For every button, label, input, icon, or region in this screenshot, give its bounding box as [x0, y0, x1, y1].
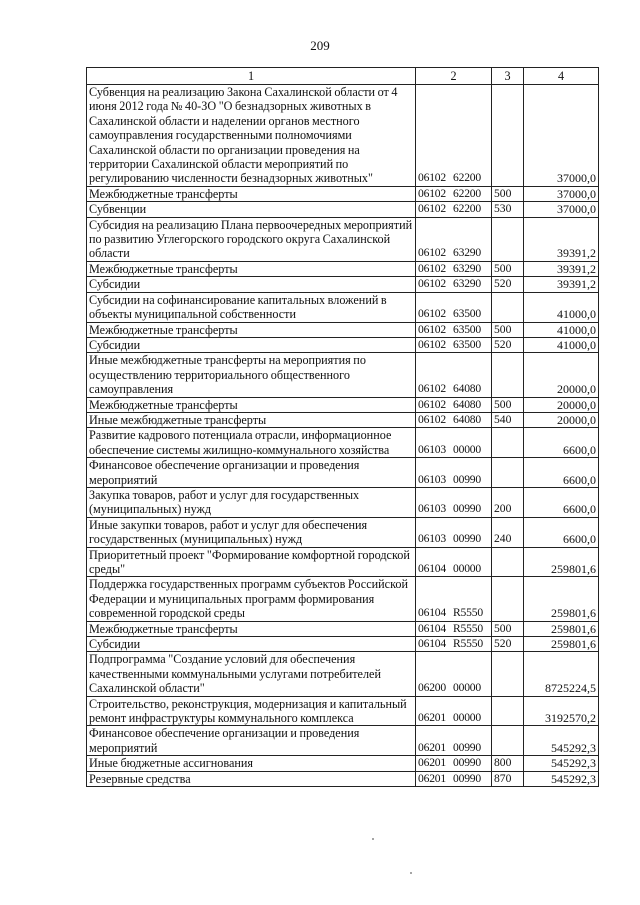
table-row: [87, 696, 599, 726]
program-code: 06102: [418, 337, 446, 351]
table-row: [87, 261, 599, 276]
row-sum-cell: 20000,0: [524, 353, 599, 397]
row-code-cell: [416, 621, 492, 636]
row-type-cell: 500: [492, 621, 524, 636]
row-sum-cell: 6600,0: [524, 487, 599, 517]
program-code: 06104: [418, 621, 446, 635]
row-sum-cell: 6600,0: [524, 428, 599, 458]
table-row: [87, 412, 599, 427]
row-code-cell: [416, 428, 492, 458]
row-name-cell: Субсидии: [87, 337, 416, 352]
row-type-cell: 200: [492, 487, 524, 517]
program-code: 06104: [418, 606, 446, 620]
direction-code: R5550: [453, 637, 483, 651]
table-row: [87, 458, 599, 488]
row-sum-cell: 8725224,5: [524, 652, 599, 696]
direction-code: 63500: [453, 322, 481, 336]
table-row: [87, 726, 599, 756]
row-code-cell: [416, 202, 492, 217]
row-code-cell: [416, 637, 492, 652]
program-code: 06102: [418, 261, 446, 275]
row-sum-cell: 39391,2: [524, 217, 599, 261]
row-sum-cell: 41000,0: [524, 337, 599, 352]
table-row: [87, 428, 599, 458]
direction-code: R5550: [453, 621, 483, 635]
program-code: 06102: [418, 186, 446, 200]
row-sum-cell: 37000,0: [524, 186, 599, 201]
row-code-cell: [416, 487, 492, 517]
row-code-cell: [416, 577, 492, 621]
table-row: [87, 217, 599, 261]
program-code: 06102: [418, 246, 446, 260]
program-code: 06103: [418, 532, 446, 546]
row-sum-cell: 39391,2: [524, 261, 599, 276]
program-code: 06102: [418, 171, 446, 185]
program-code: 06103: [418, 472, 446, 486]
row-type-cell: [492, 547, 524, 577]
row-sum-cell: 20000,0: [524, 412, 599, 427]
table-row: [87, 322, 599, 337]
direction-code: 00000: [453, 681, 481, 695]
table-row: [87, 277, 599, 292]
row-name-cell: Субвенции: [87, 202, 416, 217]
row-type-cell: [492, 577, 524, 621]
row-code-cell: [416, 771, 492, 786]
program-code: 06104: [418, 562, 446, 575]
row-sum-cell: 259801,6: [524, 621, 599, 636]
row-code-cell: [416, 458, 492, 488]
table-row: [87, 337, 599, 352]
direction-code: 00000: [453, 562, 481, 575]
row-name-cell: Закупка товаров, работ и услуг для государственных (муниципальных) нужд: [87, 487, 416, 517]
row-type-cell: 520: [492, 277, 524, 292]
row-sum-cell: 6600,0: [524, 517, 599, 547]
program-code: 06102: [418, 202, 446, 216]
program-code: 06201: [418, 756, 446, 770]
direction-code: 63500: [453, 337, 481, 351]
row-code-cell: [416, 261, 492, 276]
row-type-cell: 520: [492, 337, 524, 352]
row-code-cell: [416, 397, 492, 412]
direction-code: 64080: [453, 412, 481, 426]
program-code: 06102: [418, 307, 446, 321]
program-code: 06102: [418, 397, 446, 411]
row-sum-cell: 545292,3: [524, 771, 599, 786]
row-code-cell: [416, 412, 492, 427]
row-name-cell: Субсидии на софинансирование капитальных вложений в объекты муниципальной собственности: [87, 292, 416, 322]
row-code-cell: [416, 652, 492, 696]
row-code-cell: [416, 186, 492, 201]
row-name-cell: Субсидии: [87, 277, 416, 292]
program-code: 06103: [418, 502, 446, 516]
direction-code: 00000: [453, 442, 481, 456]
speck: [372, 838, 374, 840]
row-name-cell: Приоритетный проект "Формирование комфортной городской среды": [87, 547, 416, 577]
direction-code: 00000: [453, 711, 481, 725]
direction-code: 63290: [453, 277, 481, 291]
table-row: [87, 487, 599, 517]
direction-code: 00990: [453, 472, 481, 486]
direction-code: 63290: [453, 246, 481, 260]
table-row: [87, 771, 599, 786]
row-code-cell: [416, 322, 492, 337]
row-type-cell: [492, 353, 524, 397]
row-code-cell: [416, 726, 492, 756]
table-row: [87, 202, 599, 217]
row-name-cell: Подпрограмма "Создание условий для обеспечения качественными коммунальными услугами потребителей Сахалинской области": [87, 652, 416, 696]
program-code: 06104: [418, 637, 446, 651]
direction-code: 00990: [453, 502, 481, 516]
row-type-cell: 500: [492, 186, 524, 201]
row-name-cell: Поддержка государственных программ субъектов Российской Федерации и муниципальных программ формирования современной городской среды: [87, 577, 416, 621]
header-col-1: 1: [87, 68, 416, 85]
row-type-cell: 800: [492, 756, 524, 771]
row-code-cell: [416, 292, 492, 322]
row-sum-cell: 259801,6: [524, 637, 599, 652]
program-code: 06201: [418, 771, 446, 785]
row-name-cell: Иные межбюджетные трансферты на мероприятия по осуществлению территориального общественного самоуправления: [87, 353, 416, 397]
table-row: [87, 85, 599, 187]
row-type-cell: [492, 85, 524, 187]
program-code: 06201: [418, 740, 446, 754]
row-code-cell: [416, 217, 492, 261]
header-col-2: 2: [416, 68, 492, 85]
row-sum-cell: 545292,3: [524, 726, 599, 756]
header-col-4: 4: [524, 68, 599, 85]
row-code-cell: [416, 353, 492, 397]
page-number: 209: [310, 38, 330, 53]
row-name-cell: Субсидии: [87, 637, 416, 652]
row-name-cell: Межбюджетные трансферты: [87, 186, 416, 201]
row-sum-cell: 37000,0: [524, 202, 599, 217]
program-code: 06102: [418, 382, 446, 396]
row-type-cell: [492, 726, 524, 756]
row-sum-cell: 37000,0: [524, 85, 599, 187]
direction-code: 62200: [453, 171, 481, 185]
row-code-cell: [416, 85, 492, 187]
row-type-cell: [492, 652, 524, 696]
row-name-cell: Развитие кадрового потенциала отрасли, информационное обеспечение системы жилищно-коммунального хозяйства: [87, 428, 416, 458]
program-code: 06103: [418, 442, 446, 456]
row-name-cell: Финансовое обеспечение организации и проведения мероприятий: [87, 726, 416, 756]
row-name-cell: Межбюджетные трансферты: [87, 621, 416, 636]
direction-code: 00990: [453, 756, 481, 770]
direction-code: 64080: [453, 397, 481, 411]
table-row: [87, 292, 599, 322]
row-type-cell: [492, 292, 524, 322]
speck: [410, 872, 412, 874]
row-code-cell: [416, 547, 492, 577]
program-code: 06102: [418, 412, 446, 426]
row-name-cell: Иные закупки товаров, работ и услуг для обеспечения государственных (муниципальных) нужд: [87, 517, 416, 547]
row-name-cell: Иные бюджетные ассигнования: [87, 756, 416, 771]
row-type-cell: [492, 696, 524, 726]
row-code-cell: [416, 756, 492, 771]
row-type-cell: 240: [492, 517, 524, 547]
row-name-cell: Строительство, реконструкция, модернизация и капитальный ремонт инфраструктуры коммунального комплекса: [87, 696, 416, 726]
header-col-3: 3: [492, 68, 524, 85]
direction-code: 00990: [453, 771, 481, 785]
table-row: [87, 517, 599, 547]
row-sum-cell: 41000,0: [524, 322, 599, 337]
table-row: [87, 637, 599, 652]
program-code: 06201: [418, 711, 446, 725]
table-row: [87, 547, 599, 577]
row-sum-cell: 6600,0: [524, 458, 599, 488]
row-sum-cell: 20000,0: [524, 397, 599, 412]
row-name-cell: Резервные средства: [87, 771, 416, 786]
row-name-cell: Субсидия на реализацию Плана первоочередных мероприятий по развитию Углегорского городского округа Сахалинской области: [87, 217, 416, 261]
table-row: [87, 621, 599, 636]
program-code: 06102: [418, 277, 446, 291]
program-code: 06200: [418, 681, 446, 695]
direction-code: 62200: [453, 186, 481, 200]
row-type-cell: 540: [492, 412, 524, 427]
row-type-cell: 500: [492, 322, 524, 337]
row-type-cell: 530: [492, 202, 524, 217]
direction-code: 64080: [453, 382, 481, 396]
budget-table: [86, 67, 599, 787]
row-type-cell: 520: [492, 637, 524, 652]
row-type-cell: 870: [492, 771, 524, 786]
direction-code: 00990: [453, 532, 481, 546]
row-sum-cell: 41000,0: [524, 292, 599, 322]
direction-code: 63500: [453, 307, 481, 321]
direction-code: R5550: [453, 606, 483, 620]
table-row: [87, 353, 599, 397]
program-code: 06102: [418, 322, 446, 336]
direction-code: 63290: [453, 261, 481, 275]
row-code-cell: [416, 696, 492, 726]
row-sum-cell: 259801,6: [524, 577, 599, 621]
row-name-cell: Субвенция на реализацию Закона Сахалинской области от 4 июня 2012 года № 40-ЗО "О безнадзорных животных в Сахалинской области и наделении органов местного самоуправления государственными полномочиями Сахалинской области по организации проведения на территории Сахалинской области мероприятий по регулированию численности безнадзорных животных": [87, 85, 416, 187]
row-code-cell: [416, 337, 492, 352]
table-row: [87, 756, 599, 771]
direction-code: 00990: [453, 740, 481, 754]
row-name-cell: Межбюджетные трансферты: [87, 322, 416, 337]
row-code-cell: [416, 517, 492, 547]
row-type-cell: 500: [492, 261, 524, 276]
row-code-cell: [416, 277, 492, 292]
row-name-cell: Межбюджетные трансферты: [87, 261, 416, 276]
table-row: [87, 652, 599, 696]
row-name-cell: Межбюджетные трансферты: [87, 397, 416, 412]
table-header-row: [87, 68, 599, 85]
table-row: [87, 186, 599, 201]
row-name-cell: Финансовое обеспечение организации и проведения мероприятий: [87, 458, 416, 488]
row-type-cell: [492, 428, 524, 458]
direction-code: 62200: [453, 202, 481, 216]
table-body: [87, 85, 599, 787]
row-sum-cell: 39391,2: [524, 277, 599, 292]
row-type-cell: [492, 458, 524, 488]
row-sum-cell: 545292,3: [524, 756, 599, 771]
row-type-cell: 500: [492, 397, 524, 412]
row-type-cell: [492, 217, 524, 261]
row-name-cell: Иные межбюджетные трансферты: [87, 412, 416, 427]
table-row: [87, 397, 599, 412]
row-sum-cell: 3192570,2: [524, 696, 599, 726]
table-row: [87, 577, 599, 621]
row-sum-cell: 259801,6: [524, 547, 599, 577]
